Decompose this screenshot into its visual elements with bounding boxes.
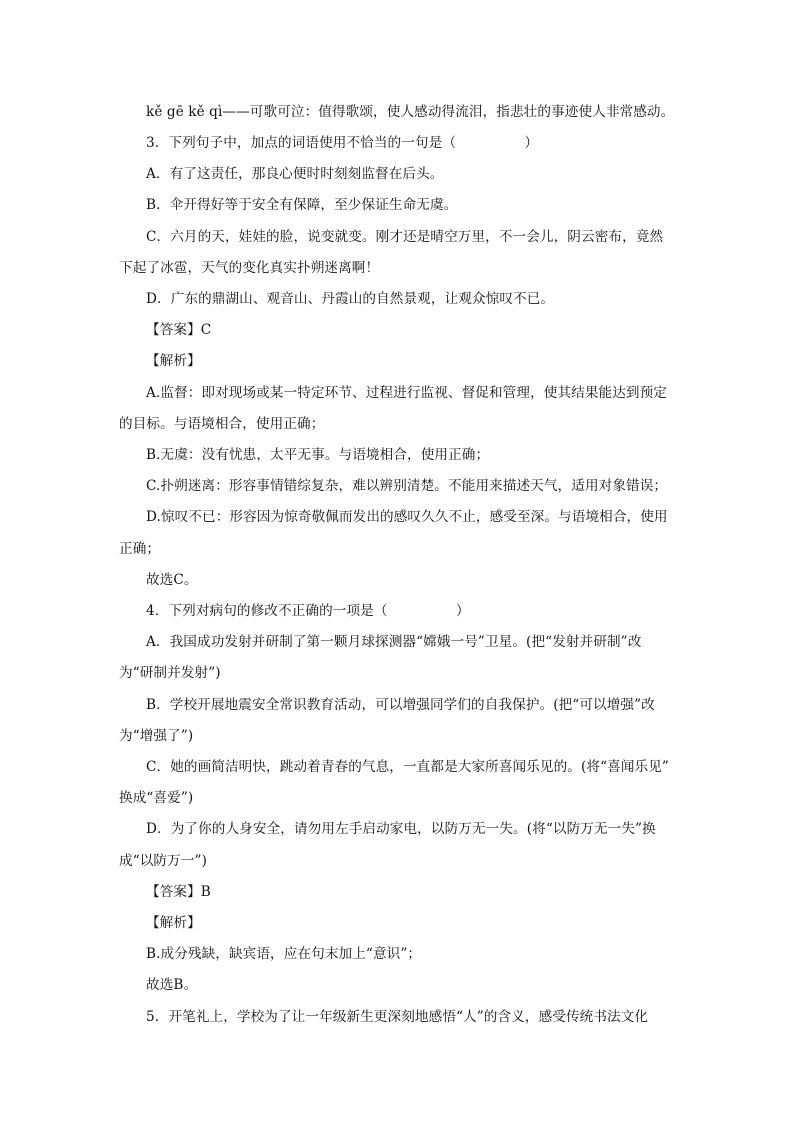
analysis-a: A.监督：即对现场或某一特定环节、过程进行监视、督促和管理，使其结果能达到预定 xyxy=(146,385,668,401)
question-4-answer: 【答案】B xyxy=(146,884,211,900)
analysis-d: D.惊叹不已：形容因为惊奇敬佩而发出的感叹久久不止，感受至深。与语境相合，使用 xyxy=(146,509,668,525)
analysis-d-cont: 正确； xyxy=(119,541,161,557)
question-3-option-b: B．伞开得好等于安全有保障，至少保证生命无虞。 xyxy=(146,197,458,213)
pinyin-definition-line: kě gē kě qì——可歌可泣：值得歌颂，使人感动得流泪，指悲壮的事迹使人非常感动。 xyxy=(146,104,675,120)
question-4-option-c: C．她的画简洁明快，跳动着青春的气息，一直都是大家所喜闻乐见的。(将“喜闻乐见” xyxy=(146,759,669,775)
analysis-b: B.无虞：没有忧患，太平无事。与语境相合，使用正确； xyxy=(146,447,490,463)
question-3-answer: 【答案】C xyxy=(146,322,212,338)
analysis-c: C.扑朔迷离：形容事情错综复杂，难以辨别清楚。不能用来描述天气，适用对象错误； xyxy=(146,478,668,494)
question-3-stem: 3．下列句子中，加点的词语使用不恰当的一句是（ ） xyxy=(146,135,539,151)
question-4-option-d: D．为了你的人身安全，请勿用左手启动家电，以防万无一失。(将“以防万无一失”换 xyxy=(146,821,656,837)
question-3-option-a: A．有了这责任，那良心便时时刻刻监督在后头。 xyxy=(146,166,444,182)
question-4-stem: 4．下列对病句的修改不正确的一项是（ ） xyxy=(146,603,470,619)
question-4-option-a: A．我国成功发射并研制了第一颗月球探测器“嫦娥一号”卫星。(把“发射并研制”改 xyxy=(146,634,642,650)
question-4-analysis-heading: 【解析】 xyxy=(146,915,201,931)
question-3-analysis-heading: 【解析】 xyxy=(146,353,201,369)
question-5-stem: 5．开笔礼上，学校为了让一年级新生更深刻地感悟“人”的含义，感受传统书法文化 xyxy=(146,1009,649,1025)
question-4-option-b: B．学校开展地震安全常识教育活动，可以增强同学们的自我保护。(把“可以增强”改 xyxy=(146,697,655,713)
analysis-a-cont: 的目标。与语境相合，使用正确； xyxy=(119,416,325,432)
question-4-option-d-cont: 成“以防万一”) xyxy=(119,853,207,869)
question-4-option-c-cont: 换成“喜爱”) xyxy=(119,790,194,806)
question-3-option-c: C．六月的天，娃娃的脸，说变就变。刚才还是晴空万里，不一会儿，阴云密布，竟然 xyxy=(146,229,664,245)
question-3-option-d: D．广东的鼎湖山、观音山、丹霞山的自然景观，让观众惊叹不已。 xyxy=(146,291,555,307)
question-4-option-a-cont: 为“研制并发射”) xyxy=(119,665,221,681)
question-3-choice: 故选C。 xyxy=(146,572,198,588)
question-4-option-b-cont: 为“增强了”) xyxy=(119,728,194,744)
question-3-option-c-cont: 下起了冰雹，天气的变化真实扑朔迷离啊！ xyxy=(119,260,380,276)
question-4-choice: 故选B。 xyxy=(146,977,198,993)
question-4-analysis-b: B.成分残缺，缺宾语，应在句末加上“意识”； xyxy=(146,946,422,962)
